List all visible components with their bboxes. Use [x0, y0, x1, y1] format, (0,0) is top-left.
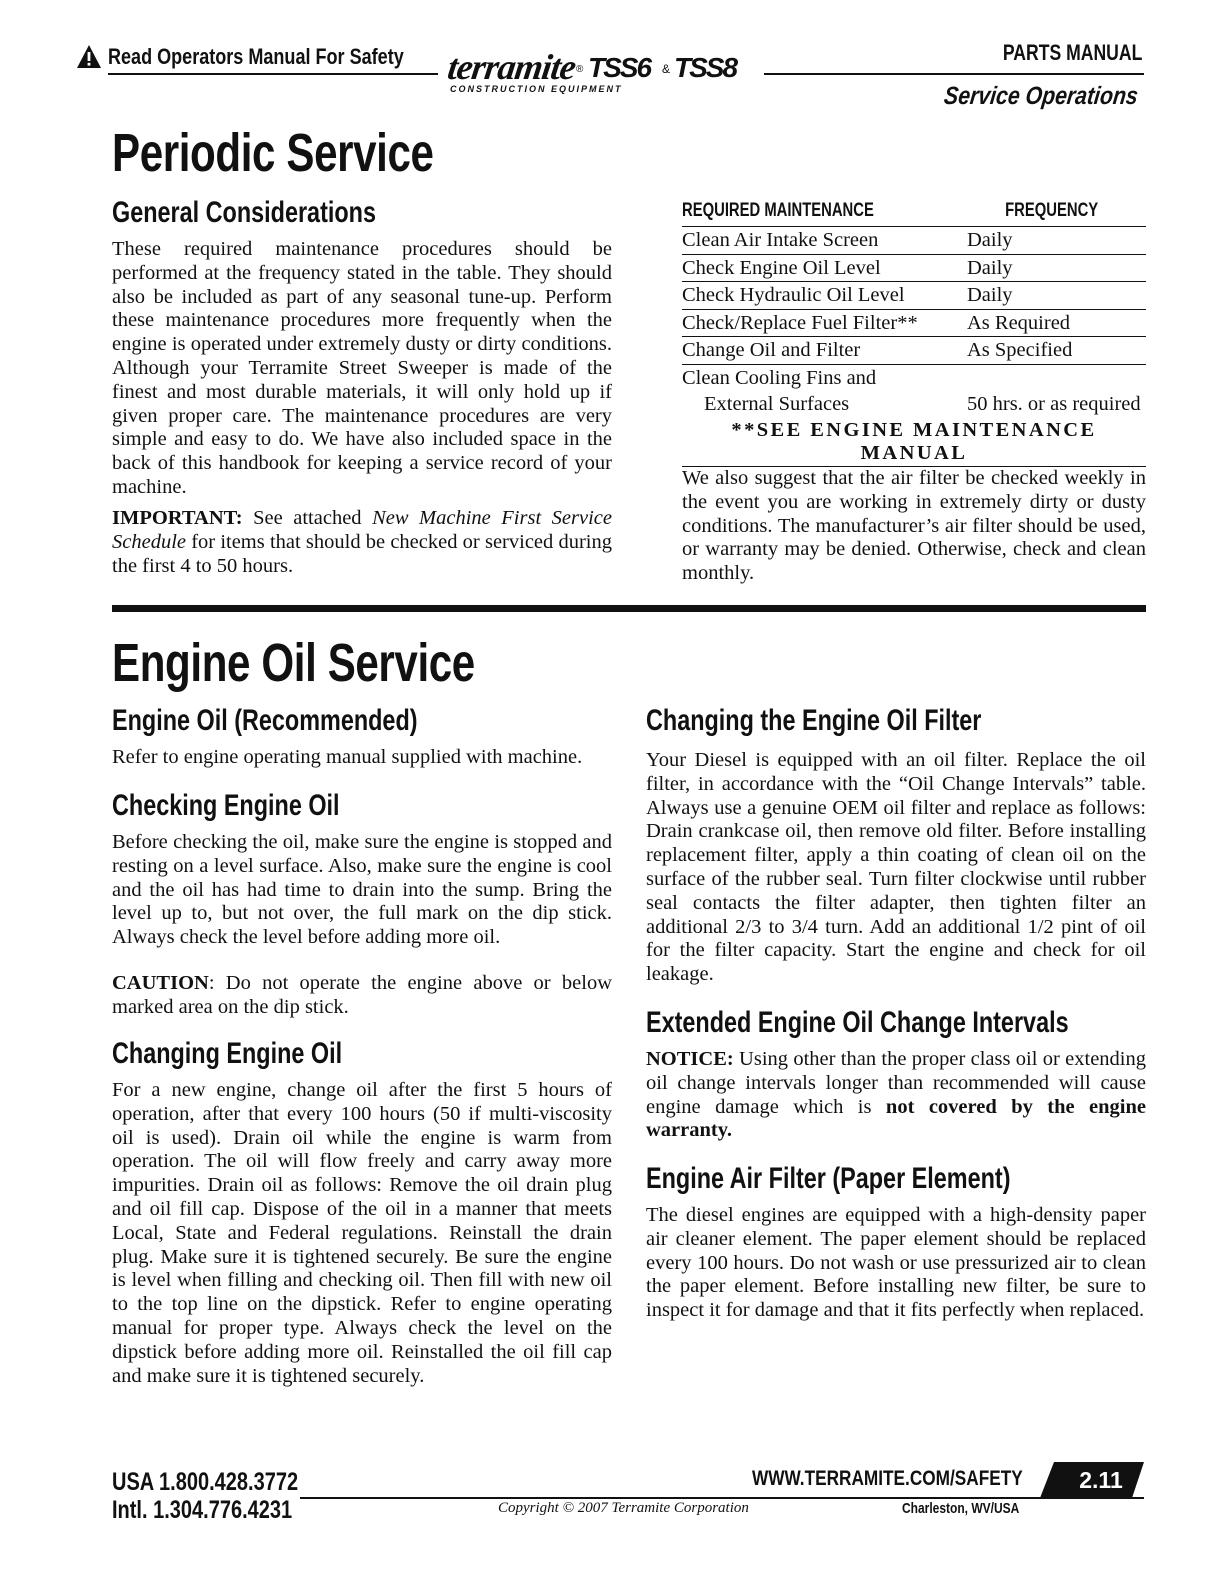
- task-cell: Check Engine Oil Level: [682, 256, 881, 279]
- safety-url-text[interactable]: WWW.TERRAMITE.COM/SAFETY: [752, 1467, 1023, 1490]
- table-header: [682, 196, 1146, 227]
- frequency-cell: As Required: [967, 311, 1071, 334]
- brand-subtitle: CONSTRUCTION EQUIPMENT: [450, 84, 623, 94]
- manual-type-text: PARTS MANUAL: [1002, 40, 1142, 65]
- important-post: for items that should be checked or serviced during the first 4 to 50 hours.: [112, 530, 612, 577]
- notice-label: NOTICE:: [646, 1048, 734, 1070]
- changing-heading-text: Changing Engine Oil: [112, 1037, 343, 1070]
- task-cell: Check Hydraulic Oil Level: [682, 284, 905, 306]
- checking-body: Before checking the oil, make sure the engine is stopped and resting on a level surface. Also, make sure the engine is cool and the oil has had time to drain into the sump. Bring the level up to, but not over, the full mark on the dip stick. Always check the level before adding more oil.: [112, 831, 612, 949]
- heading-extended-intervals: [646, 1006, 1188, 1040]
- important-pre: See attached: [242, 507, 373, 529]
- phone-intl: [112, 1496, 337, 1525]
- caution-note: [112, 972, 612, 1020]
- footer-rule: [300, 1497, 1144, 1499]
- frequency-cell: Daily: [967, 284, 1013, 306]
- page-title-periodic: [112, 122, 524, 184]
- header-rule-right: [764, 73, 1144, 75]
- section-divider: [112, 605, 1146, 612]
- table-row: [682, 337, 1146, 365]
- maintenance-table: [682, 196, 1146, 467]
- model-joiner: &: [662, 62, 671, 76]
- caution-label: CAUTION: [112, 972, 209, 994]
- filter-heading-text: Changing the Engine Oil Filter: [646, 704, 982, 737]
- general-body: These required maintenance procedures should be performed at the frequency stated in the table. They should also be included as part of any seasonal tune-up. Perform these maintenance procedures more frequently when the engine is operated under extremely dusty or dirty conditions. Although your Terramite Street Sweeper is made of the finest and most durable materials, it will only hold up if given proper care. The maintenance procedures are very simple and easy to do. We have also included space in the back of this handbook for keeping a service record of your machine.: [112, 238, 612, 498]
- general-heading-text: General Considerations: [112, 196, 376, 229]
- important-label: IMPORTANT:: [112, 507, 243, 529]
- table-note: **SEE ENGINE MAINTENANCE MANUAL: [682, 419, 1146, 467]
- safety-warning: [76, 42, 469, 72]
- frequency-cell: Daily: [967, 256, 1013, 279]
- filter-body: Your Diesel is equipped with an oil filter. Replace the oil filter, in accordance with the “Oil Change Intervals” table. Always use a genuine OEM oil filter and replace as follows: Drain crankcase oil, then remove old filter. Before installing replacement filter, apply a thin coating of clean oil on the surface of the rubber seal. Turn filter clockwise until rubber seal contacts the filter adapter, then tighten filter an additional 2/3 to 3/4 turn. Add an additional 1/2 pint of oil for the filter capacity. Start the engine and check for oil leakage.: [646, 749, 1146, 986]
- frequency-cell: 50 hrs. or as required: [967, 393, 1141, 415]
- registered-mark-icon: ®: [576, 64, 584, 75]
- heading-air-filter: [646, 1162, 1113, 1196]
- copyright: Copyright © 2007 Terramite Corporation: [498, 1500, 749, 1516]
- table-row: [682, 310, 1146, 338]
- frequency-cell: As Specified: [967, 339, 1073, 361]
- task-line-2: External Surfaces: [704, 393, 850, 415]
- heading-checking-engine-oil: [112, 789, 404, 823]
- heading-changing-engine-oil: [112, 1037, 407, 1071]
- col-header-task: REQUIRED MAINTENANCE: [682, 200, 874, 221]
- section-label-text: Service Operations: [942, 82, 1140, 110]
- notice-body: Using other than the proper class oil or extending oil change intervals longer than recommended will cause engine damage which is: [646, 1048, 1146, 1118]
- notice-note: [646, 1048, 1146, 1143]
- task-cell: [682, 365, 967, 418]
- air-filter-weekly-note: We also suggest that the air filter be checked weekly in the event you are working in extremely dirty or dusty conditions. The manufacturer’s air filter should be used, or warranty may be denied. Otherwise, check and clean monthly.: [682, 467, 1146, 585]
- table-row: [682, 227, 1146, 255]
- page-title-engine-oil: [112, 632, 577, 694]
- phone-usa: [112, 1468, 345, 1497]
- brand-name: terramite: [445, 47, 578, 87]
- recommended-body: Refer to engine operating manual supplied with machine.: [112, 746, 583, 768]
- task-line-1: Clean Cooling Fins and: [682, 366, 877, 389]
- task-cell: Change Oil and Filter: [682, 339, 861, 361]
- location-text: Charleston, WV/USA: [902, 1500, 1020, 1517]
- air-heading-text: Engine Air Filter (Paper Element): [646, 1162, 1011, 1195]
- model-tss6: TSS6: [588, 52, 651, 83]
- air-filter-body: The diesel engines are equipped with a high-density paper air cleaner element. The paper element should be replaced every 100 hours. Do not wash or use pressurized air to clean the paper element. Before installing new filter, be sure to inspect it for damage and that it fits perfectly when replaced.: [646, 1204, 1146, 1322]
- phone-usa-text: USA 1.800.428.3772: [112, 1468, 299, 1496]
- extended-heading-text: Extended Engine Oil Change Intervals: [646, 1006, 1069, 1039]
- location: [902, 1500, 1049, 1518]
- terramite-logo: [445, 46, 768, 98]
- table-row: [682, 365, 1146, 418]
- task-cell: Clean Air Intake Screen: [682, 229, 879, 251]
- important-note: [112, 507, 612, 578]
- page-number-tab: [1040, 1462, 1144, 1498]
- task-cell: Check/Replace Fuel Filter**: [682, 311, 918, 334]
- table-row: [682, 255, 1146, 283]
- periodic-title-text: Periodic Service: [112, 123, 434, 183]
- heading-changing-oil-filter: [646, 704, 1076, 738]
- col-header-frequency: FREQUENCY: [1005, 200, 1099, 221]
- notice-bold: not covered by the engine warranty.: [646, 1095, 1146, 1142]
- changing-body: For a new engine, change oil after the first 5 hours of operation, after that every 100 hours (50 if multi-viscosity oil is used). Drain oil while the engine is warm from operation. The oil will flow freely and carry away more impurities. Drain oil as follows: Remove the oil drain plug and oil fill cap. Dispose of the oil in a manner that meets Local, State and Federal regulations. Reinstall the drain plug. Make sure it is tightened securely. Be sure the engine is level when filling and checking oil. Then fill with new oil to the top line on the dipstick. Refer to engine operating manual for proper type. Always check the level on the dipstick before adding more oil. Reinstalled the oil fill cap and make sure it is tightened securely.: [112, 1079, 612, 1387]
- heading-general-considerations: [112, 196, 450, 230]
- model-tss8: TSS8: [674, 52, 737, 83]
- section-label: [910, 82, 1138, 111]
- warning-triangle-icon: [76, 44, 102, 70]
- table-row: [682, 282, 1146, 310]
- engine-oil-title-text: Engine Oil Service: [112, 633, 475, 693]
- caution-body: : Do not operate the engine above or below marked area on the dip stick.: [112, 972, 612, 1018]
- phone-intl-text: Intl. 1.304.776.4231: [112, 1496, 293, 1524]
- header-rule-left: [108, 73, 438, 75]
- manual-type: [968, 40, 1142, 66]
- important-ref: New Machine First Service Schedule: [112, 507, 612, 553]
- heading-engine-oil-recommended: [112, 704, 504, 738]
- safety-warning-text: Read Operators Manual For Safety: [108, 44, 404, 69]
- safety-url[interactable]: [752, 1466, 1082, 1491]
- checking-heading-text: Checking Engine Oil: [112, 789, 340, 822]
- frequency-cell: Daily: [967, 229, 1013, 251]
- recommended-heading-text: Engine Oil (Recommended): [112, 704, 418, 737]
- page-number: 2.11: [1079, 1467, 1123, 1493]
